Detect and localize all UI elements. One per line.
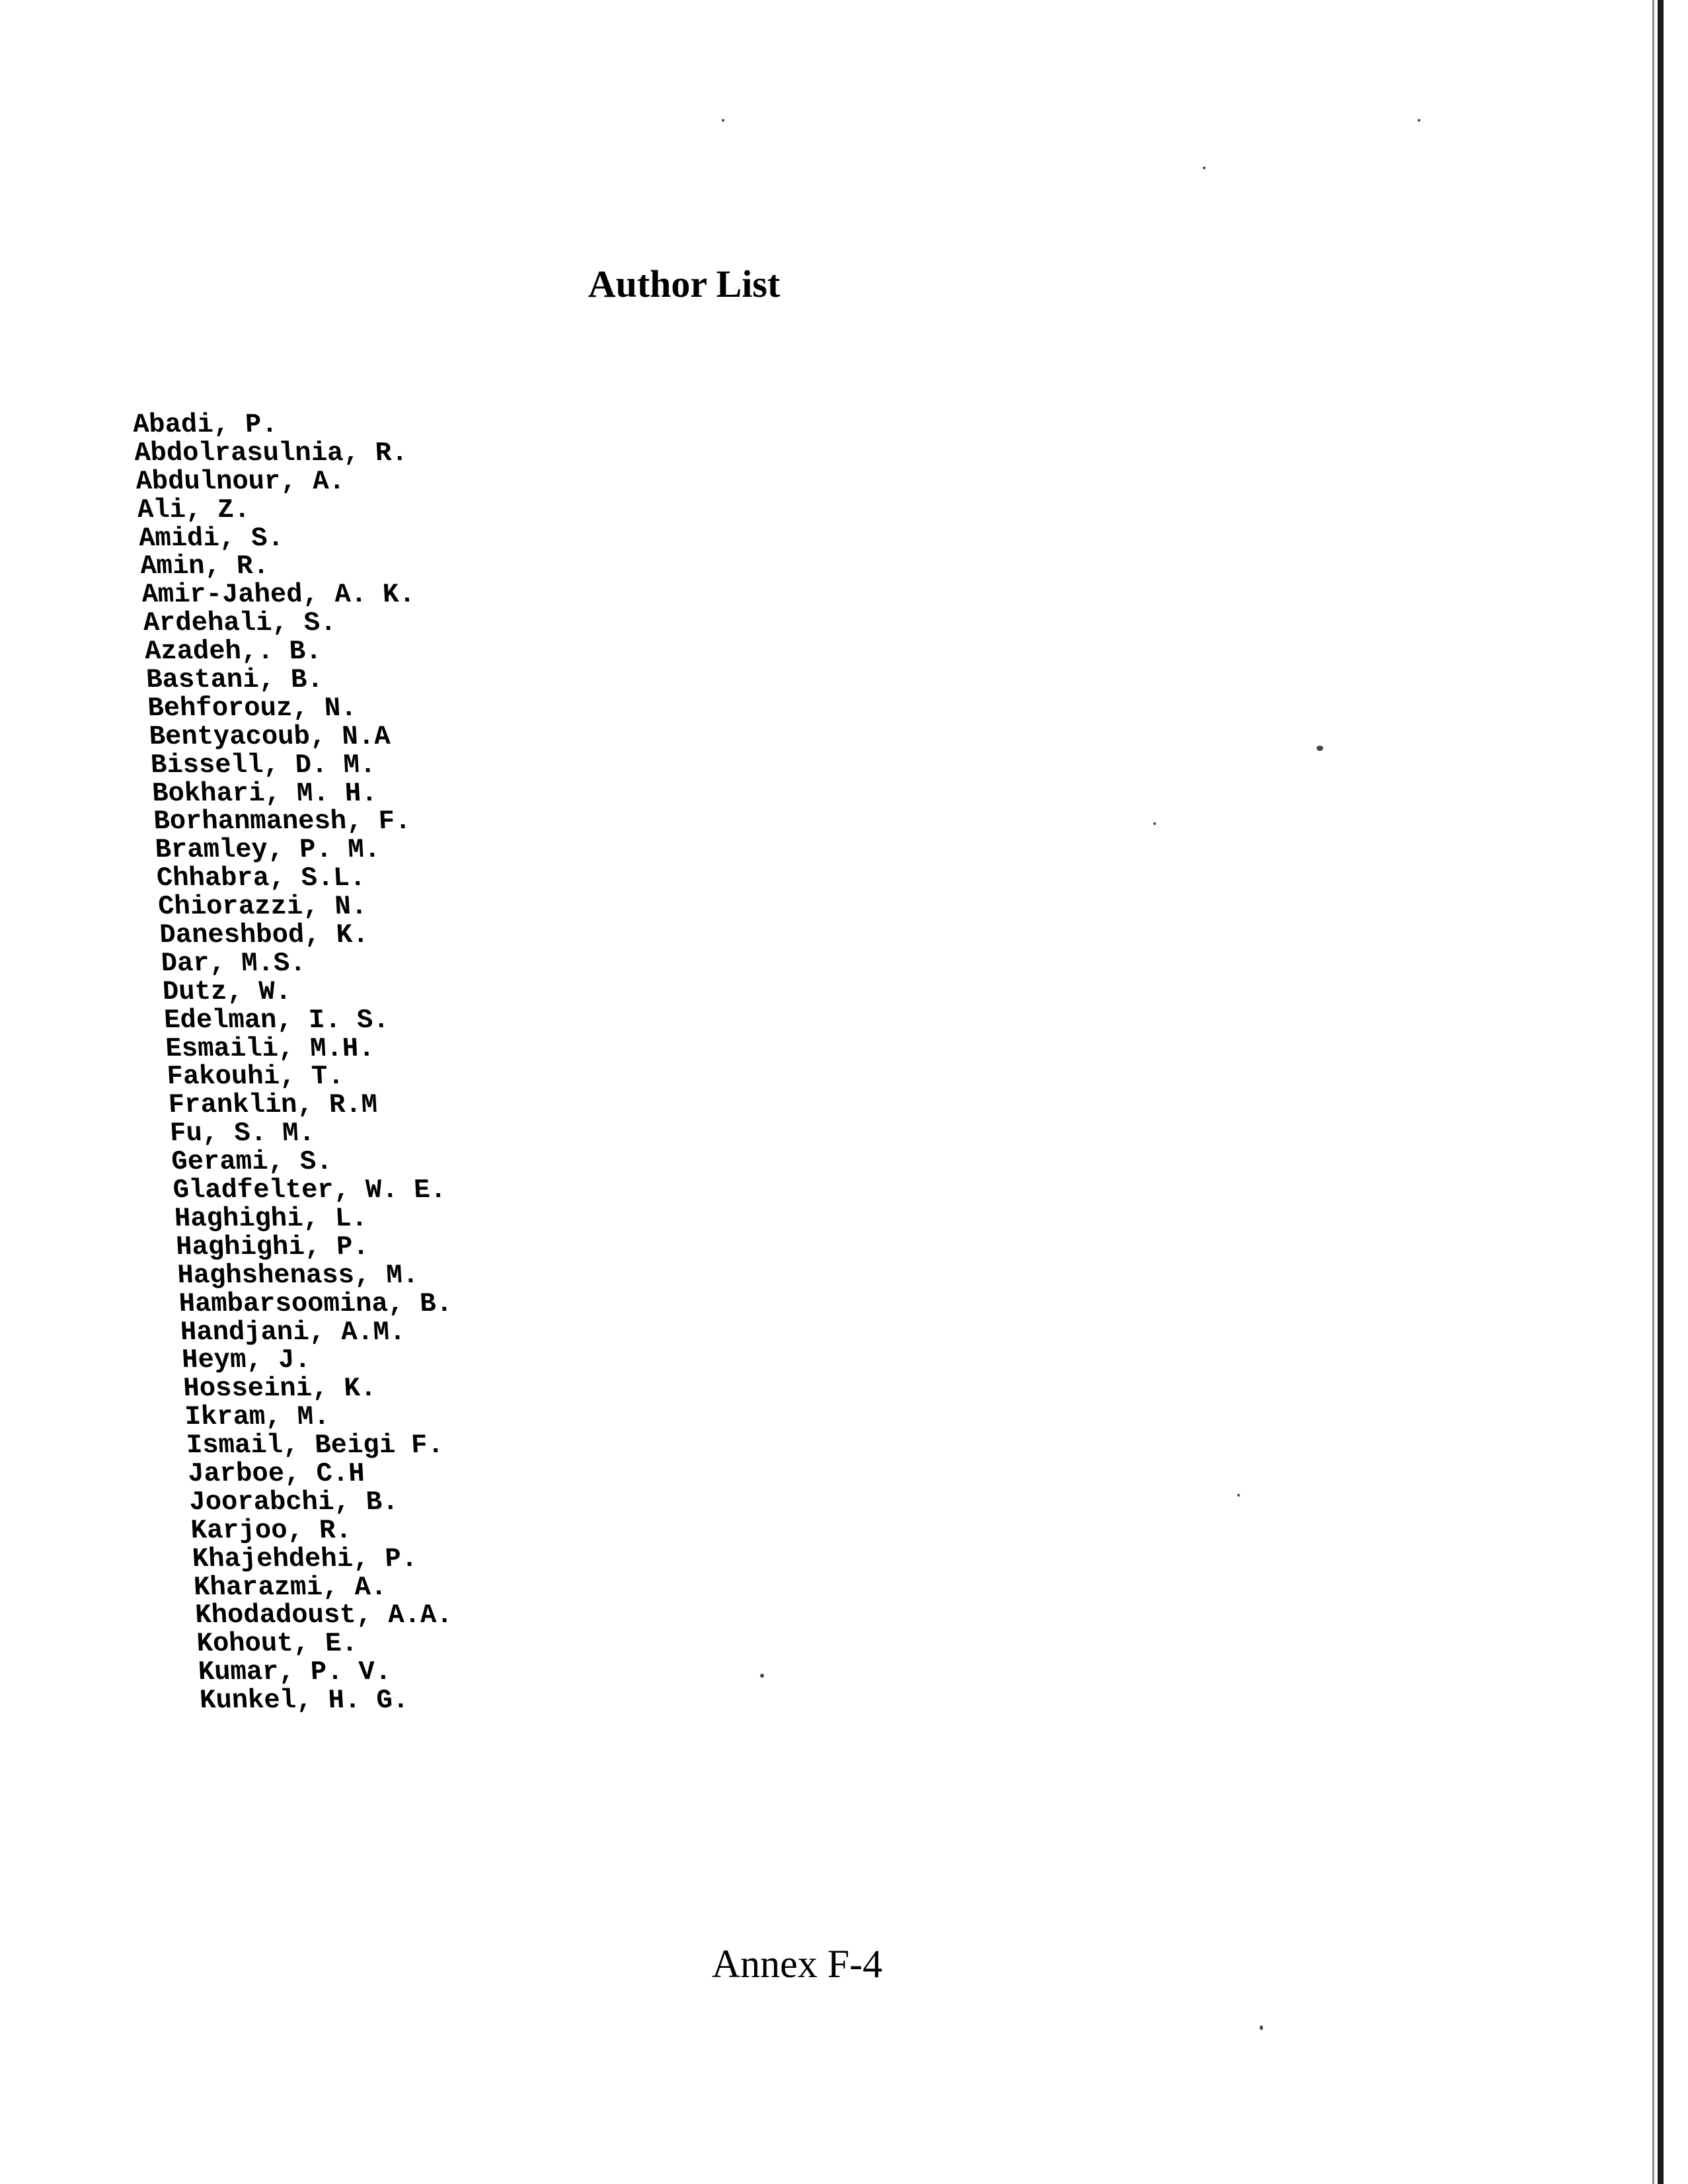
author-entry: Jarboe, C.H <box>187 1458 365 1489</box>
scan-speck <box>1203 167 1206 169</box>
author-entry: Edelman, I. S. <box>163 1005 390 1036</box>
author-entry: Azadeh,. B. <box>143 637 323 668</box>
author-entry: Daneshbod, K. <box>159 920 369 951</box>
scan-speck <box>760 1674 764 1678</box>
author-entry: Bentyacoub, N.A <box>148 721 391 752</box>
author-entry: Kohout, E. <box>196 1629 359 1660</box>
author-entry: Amin, R. <box>139 551 270 582</box>
author-entry: Bissell, D. M. <box>149 750 377 781</box>
author-entry: Chiorazzi, N. <box>157 892 368 923</box>
page-edge-shadow <box>1652 0 1654 2184</box>
scan-speck <box>1317 746 1323 751</box>
author-entry: Kharazmi, A. <box>193 1572 388 1603</box>
author-entry: Gerami, S. <box>171 1147 333 1178</box>
author-entry: Khodadoust, A.A. <box>194 1600 453 1631</box>
author-entry: Ikram, M. <box>184 1402 330 1433</box>
author-entry: Heym, J. <box>181 1345 311 1376</box>
page-title: Author List <box>588 262 781 305</box>
author-entry: Fu, S. M. <box>169 1118 316 1150</box>
scan-speck <box>1153 822 1156 825</box>
author-entry: Karjoo, R. <box>190 1515 353 1546</box>
author-entry: Amidi, S. <box>137 523 285 554</box>
page-footer: Annex F-4 <box>711 1942 883 1986</box>
author-entry: Joorabchi, B. <box>188 1487 399 1518</box>
author-entry: Handjani, A.M. <box>179 1317 406 1348</box>
author-entry: Dar, M.S. <box>160 948 307 979</box>
author-entry: Haghighi, P. <box>175 1231 370 1263</box>
scan-speck <box>722 119 724 122</box>
author-entry: Ardehali, S. <box>142 608 337 639</box>
author-entry: Hambarsoomina, B. <box>178 1288 453 1319</box>
author-entry: Chhabra, S.L. <box>155 863 367 894</box>
author-entry: Ali, Z. <box>136 494 251 526</box>
author-entry: Fakouhi, T. <box>166 1062 345 1093</box>
author-entry: Gladfelter, W. E. <box>172 1175 447 1206</box>
scan-speck <box>1418 119 1420 122</box>
author-entry: Kunkel, H. G. <box>199 1686 410 1717</box>
scan-speck <box>1237 1494 1240 1497</box>
author-entry: Esmaili, M.H. <box>165 1033 375 1064</box>
author-list <box>132 411 474 1715</box>
author-entry: Haghshenass, M. <box>176 1260 420 1291</box>
author-entry: Bramley, P. M. <box>154 835 381 866</box>
author-entry: Behforouz, N. <box>147 693 358 724</box>
page-edge-line <box>1658 0 1664 2184</box>
author-entry: Hosseini, K. <box>182 1374 377 1405</box>
author-entry: Ismail, Beigi F. <box>185 1430 445 1462</box>
author-entry: Kumar, P. V. <box>197 1657 392 1688</box>
author-entry: Abdolrasulnia, R. <box>134 438 408 469</box>
author-entry: Bokhari, M. H. <box>151 778 378 809</box>
author-entry: Amir-Jahed, A. K. <box>141 580 416 611</box>
author-entry: Borhanmanesh, F. <box>153 806 412 838</box>
author-entry: Khajehdehi, P. <box>191 1543 418 1575</box>
author-entry: Franklin, R.M <box>167 1090 379 1121</box>
scan-speck <box>1260 2025 1263 2030</box>
author-entry: Abdulnour, A. <box>135 466 346 497</box>
author-entry: Dutz, W. <box>161 976 292 1007</box>
author-entry: Haghighi, L. <box>173 1203 368 1234</box>
author-entry: Abadi, P. <box>132 410 279 440</box>
author-entry: Bastani, B. <box>145 665 324 696</box>
